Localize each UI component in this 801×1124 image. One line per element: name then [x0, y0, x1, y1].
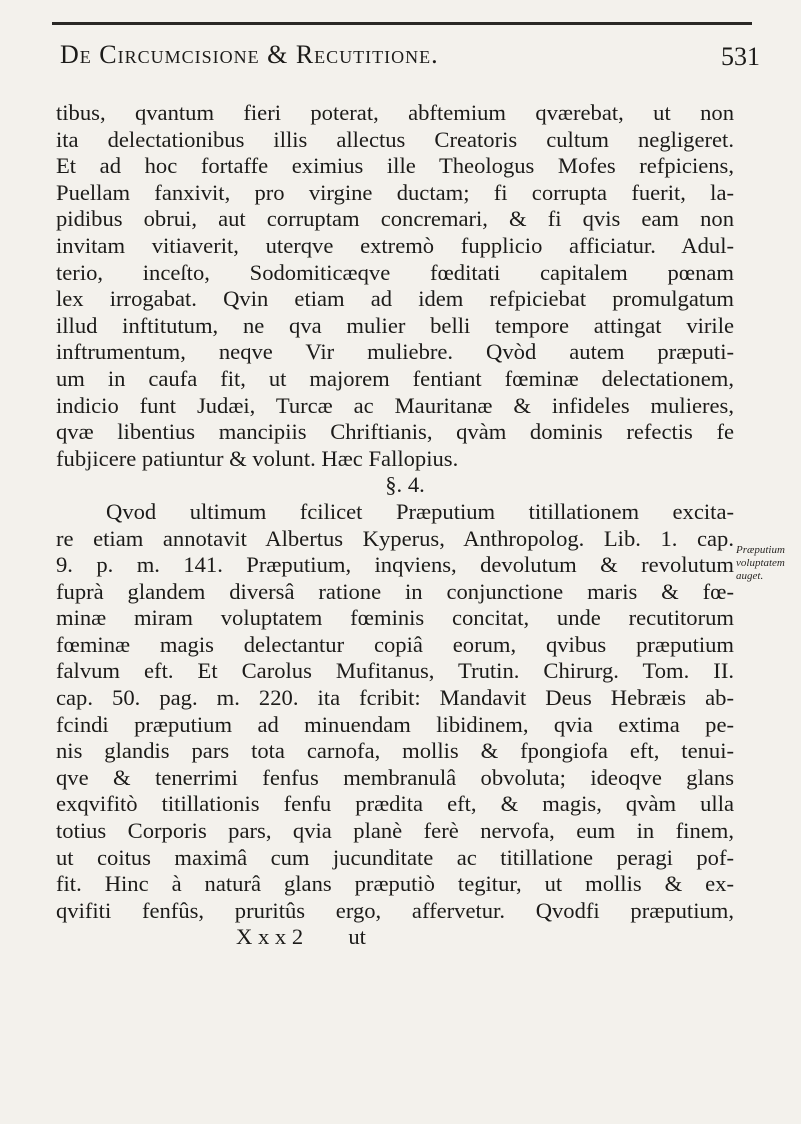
text-line: falvum eft. Et Carolus Mufitanus, Trutin. Chirurg. Tom. II. [56, 658, 734, 684]
text-line: terio, inceſto, Sodomiticæqve fœditati capitalem pœnam [56, 259, 734, 285]
text-line: 9. p. m. 141. Præputium, inqviens, devolutum & revolutum [56, 552, 734, 578]
margin-note [736, 544, 800, 583]
text-line: lex irrogabat. Qvin etiam ad idem refpiciebat promulgatum [56, 286, 734, 312]
text-line: qvæ libentius mancipiis Chriftianis, qvàm dominis refectis fe [56, 419, 734, 445]
running-head-title: De Circumcisione & Recutitione. [60, 40, 439, 69]
text-line: fuprà glandem diversâ ratione in conjunctione maris & fœ- [56, 578, 734, 604]
text-line: re etiam annotavit Albertus Kyperus, Anthropolog. Lib. 1. cap. [56, 525, 734, 551]
text-line: fœminæ magis delectantur copiâ eorum, qvibus præputium [56, 631, 734, 657]
text-line: um in caufa fit, ut majorem fentiant fœminæ delectationem, [56, 365, 734, 391]
text-line: qve & tenerrimi fenfus membranulâ obvoluta; ideoqve glans [56, 764, 734, 790]
page-number: 531 [721, 42, 760, 71]
text-line: ita delectationibus illis allectus Creatoris cultum negligeret. [56, 126, 734, 152]
margin-note-line: auget. [736, 570, 764, 582]
text-line: totius Corporis pars, qvia planè ferè nervofa, eum in finem, [56, 818, 734, 844]
text-line: ut coitus maximâ cum jucunditate ac titillatione peragi pof- [56, 844, 734, 870]
text-line: invitam vitiaverit, uterqve extremò fupplicio afficiatur. Adul- [56, 232, 734, 258]
text-line: Puellam fanxivit, pro virgine ductam; fi corrupta fuerit, la- [56, 179, 734, 205]
section-number: §. 4. [385, 472, 425, 498]
text-line: cap. 50. pag. m. 220. ita fcribit: Mandavit Deus Hebræis ab- [56, 685, 734, 711]
text-line: qvifiti fenfûs, pruritûs ergo, affervetur. Qvodfi præputium, [56, 897, 734, 923]
text-line: illud inftitutum, ne qva mulier belli tempore attingat virile [56, 312, 734, 338]
text-line: tibus, qvantum fieri poterat, abftemium qværebat, ut non [56, 100, 734, 125]
text-line: fcindi præputium ad minuendam libidinem, qvia extima pe- [56, 711, 734, 737]
top-rule [52, 22, 752, 25]
text-line: indicio funt Judæi, Turcæ ac Mauritanæ & infideles mulieres, [56, 392, 734, 418]
text-line: exqvifitò titillationis fenfu prædita eft, & magis, qvàm ulla [56, 791, 734, 817]
text-line: nis glandis pars tota carnofa, mollis & fpongiofa eft, tenui- [56, 738, 734, 764]
text-line: Qvod ultimum fcilicet Præputium titillationem excita- [106, 498, 734, 524]
signature-line: X x x 2 ut [236, 924, 366, 950]
running-head [60, 40, 760, 80]
body-text [56, 100, 734, 951]
margin-note-line: Præputium [736, 544, 785, 556]
margin-note-line: voluptatem [736, 557, 785, 569]
text-line: inftrumentum, neqve Vir muliebre. Qvòd autem præputi- [56, 339, 734, 365]
text-line: fubjicere patiuntur & volunt. Hæc Fallopius. [56, 445, 459, 471]
text-line: minæ miram voluptatem fœminis concitat, unde recutitorum [56, 605, 734, 631]
text-line: fit. Hinc à naturâ glans præputiò tegitur, ut mollis & ex- [56, 871, 734, 897]
text-line: Et ad hoc fortaffe eximius ille Theologus Mofes refpiciens, [56, 153, 734, 179]
text-line: pidibus obrui, aut corruptam concremari, & fi qvis eam non [56, 206, 734, 232]
